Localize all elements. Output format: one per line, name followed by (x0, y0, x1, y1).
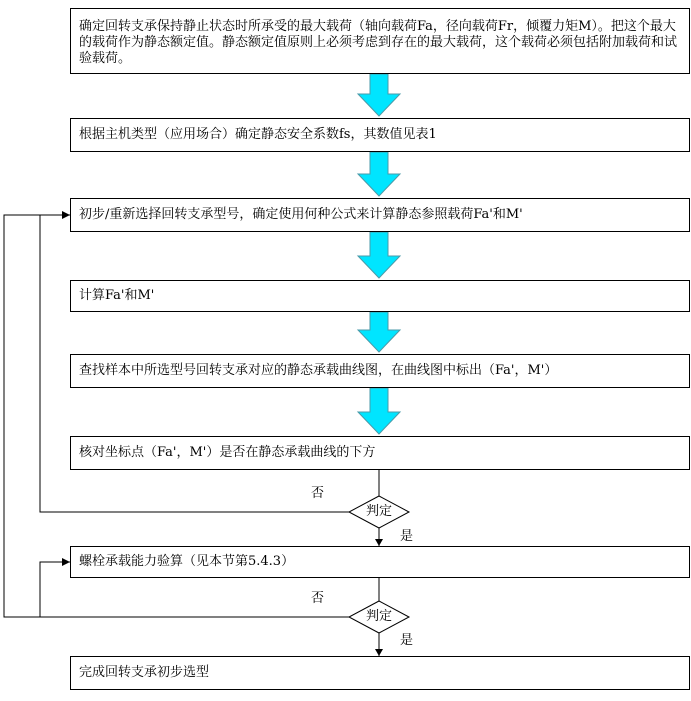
step-check-point: 核对坐标点（Fa'，M'）是否在静态承载曲线的下方 (70, 436, 690, 470)
step-bolt-check: 螺栓承载能力验算（见本节第5.4.3） (70, 546, 690, 578)
decision-1-label: 判定 (365, 504, 392, 519)
step-safety-factor: 根据主机类型（应用场合）确定静态安全系数fs，其数值见表1 (70, 118, 690, 152)
flow-arrow-2 (358, 152, 400, 196)
flow-arrow-5 (358, 388, 400, 434)
step-determine-max-load: 确定回转支承保持静止状态时所承受的最大载荷（轴向载荷Fa，径向载荷Fr，倾覆力矩M）。把这个最大的载荷作为静态额定值。静态额定值原则上必须考虑到存在的最大载荷，这个载荷必须包括附加载荷和试验载荷。 (70, 8, 690, 74)
no-label-2: 否 (311, 591, 325, 606)
step-complete: 完成回转支承初步选型 (70, 656, 690, 690)
yes-label-2: 是 (400, 633, 414, 648)
connector-no-2-branch (40, 562, 70, 617)
flow-arrow-3 (358, 232, 400, 278)
no-label-1: 否 (311, 486, 325, 501)
step-calculate-loads: 计算Fa'和M' (70, 280, 690, 312)
step-select-model: 初步/重新选择回转支承型号，确定使用何种公式来计算静态参照载荷Fa'和M' (70, 198, 690, 232)
flow-arrow-1 (358, 74, 400, 116)
decision-2-label: 判定 (365, 609, 392, 624)
step-find-curve: 查找样本中所选型号回转支承对应的静态承载曲线图，在曲线图中标出（Fa'，M'） (70, 354, 690, 388)
yes-label-1: 是 (400, 529, 414, 544)
flow-arrow-4 (358, 312, 400, 352)
